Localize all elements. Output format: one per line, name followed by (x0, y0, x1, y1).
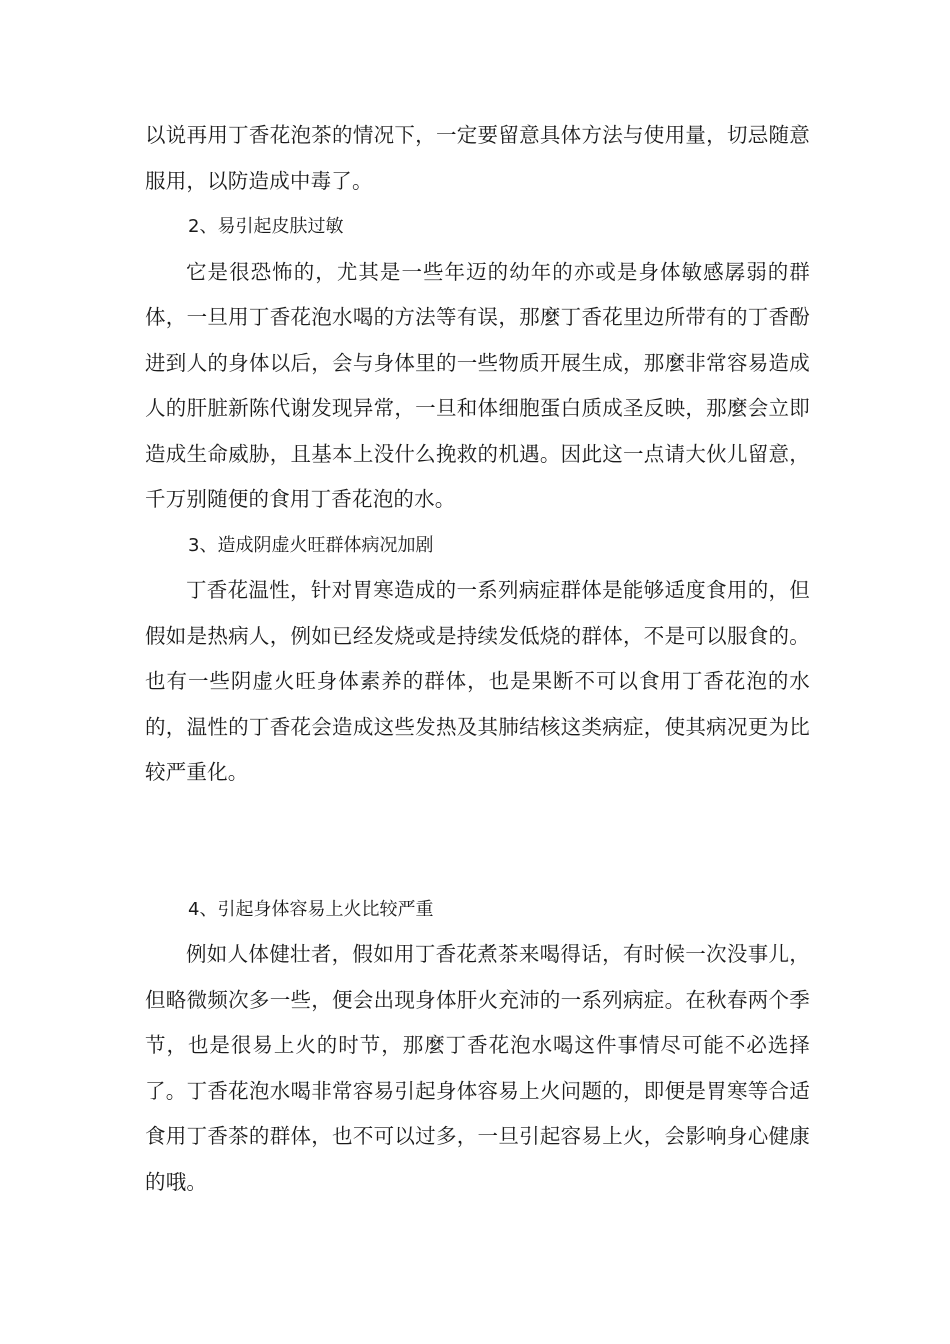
section-heading-4: 4、引起身体容易上火比较严重 (188, 898, 434, 920)
paragraph-continuation: 以说再用丁香花泡茶的情况下，一定要留意具体方法与使用量，切忌随意服用，以防造成中毒了。 (145, 123, 810, 193)
section-heading-2: 2、易引起皮肤过敏 (188, 216, 344, 237)
blank-gap (145, 796, 810, 887)
section-heading-3: 3、造成阴虚火旺群体病况加剧 (188, 534, 434, 556)
paragraph-section-4: 例如人体健壮者，假如用丁香花煮茶来喝得话，有时候一次没事儿，但略微频次多一些，便会出现身体肝火充沛的一系列病症。在秋春两个季节，也是很易上火的时节，那麼丁香花泡水喝这件事情尽可能不必选择了。丁香花泡水喝非常容易引起身体容易上火问题的，即便是胃寒等合适食用丁香茶的群体，也不可以过多，一旦引起容易上火，会影响身心健康的哦。 (145, 942, 810, 1194)
paragraph-section-2: 它是很恐怖的，尤其是一些年迈的幼年的亦或是身体敏感孱弱的群体，一旦用丁香花泡水喝的方法等有误，那麼丁香花里边所带有的丁香酚进到人的身体以后，会与身体里的一些物质开展生成，那麼非常容易造成人的肝脏新陈代谢发现异常，一旦和体细胞蛋白质成圣反映，那麼会立即造成生命威胁，且基本上没什么挽救的机遇。因此这一点请大伙儿留意，千万别随便的食用丁香花泡的水。 (145, 259, 810, 511)
paragraph-section-3: 丁香花温性，针对胃寒造成的一系列病症群体是能够适度食用的，但假如是热病人，例如已经发烧或是持续发低烧的群体，不是可以服食的。也有一些阴虚火旺身体素养的群体，也是果断不可以食用丁香花泡的水的，温性的丁香花会造成这些发热及其肺结核这类病症，使其病况更为比较严重化。 (145, 578, 810, 784)
document-page (145, 113, 810, 1205)
